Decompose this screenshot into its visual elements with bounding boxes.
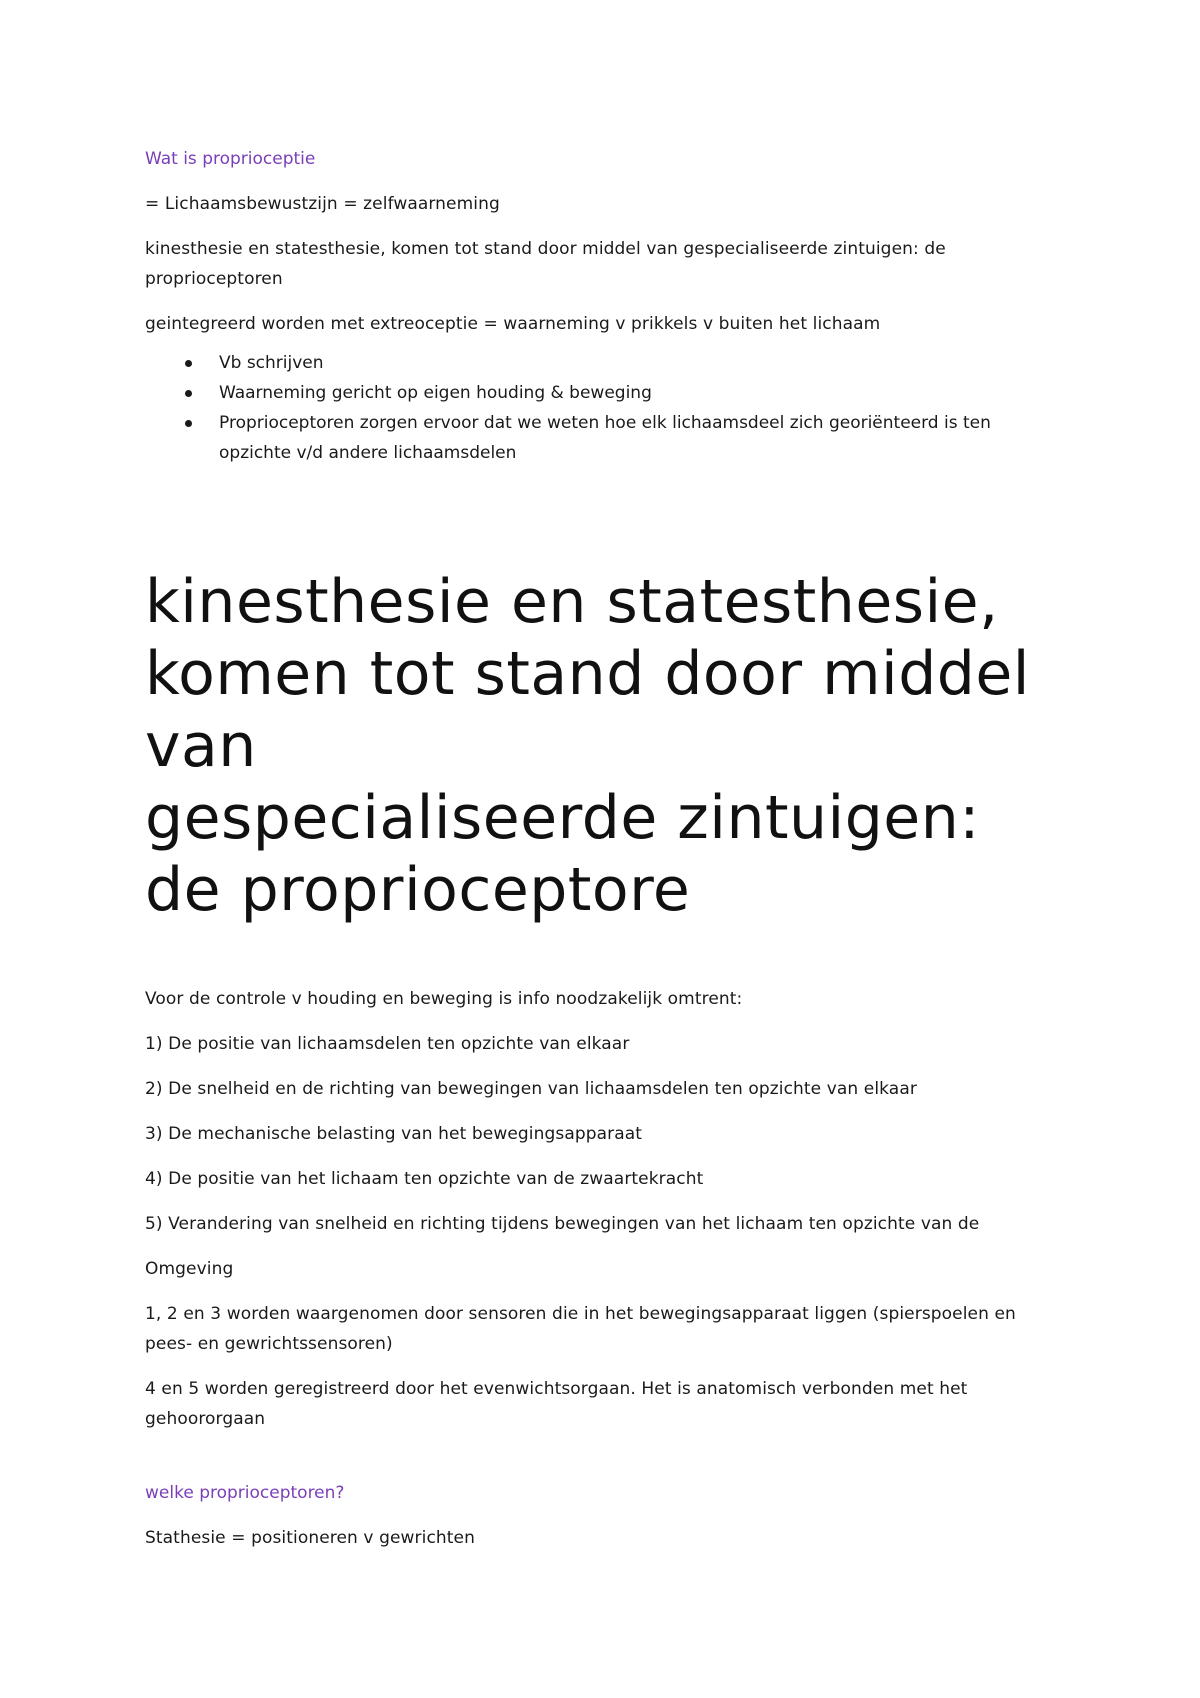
list-item [145, 408, 1065, 468]
numbered-item-5: 5) Verandering van snelheid en richting tijdens bewegingen van het lichaam ten opzichte van de [145, 1214, 980, 1234]
list-item-text: Proprioceptoren zorgen ervoor dat we weten hoe elk lichaamsdeel zich georiënteerd is ten [219, 413, 991, 433]
numbered-item-4: 4) De positie van het lichaam ten opzichte van de zwaartekracht [145, 1169, 704, 1189]
list-item [145, 348, 1065, 378]
paragraph-geintegreerd: geintegreerd worden met extreoceptie = waarneming v prikkels v buiten het lichaam [145, 314, 881, 334]
note-sensoren-line-1: 1, 2 en 3 worden waargenomen door sensoren die in het bewegingsapparaat liggen (spierspoelen en [145, 1304, 1016, 1324]
list-item-text: Vb schrijven [219, 353, 324, 373]
heading-welke-proprioceptoren: welke proprioceptoren? [145, 1483, 345, 1503]
large-heading-line: komen tot stand door middel [145, 639, 1030, 709]
large-heading [145, 566, 1065, 926]
large-heading-line: de proprioceptore [145, 855, 691, 925]
note-sensoren-line-2: pees- en gewrichtssensoren) [145, 1334, 393, 1354]
heading-wat-is-proprioceptie: Wat is proprioceptie [145, 149, 316, 169]
definition-text: = Lichaamsbewustzijn = zelfwaarneming [145, 194, 500, 214]
large-heading-line: van [145, 711, 257, 781]
list-item-text-continued: opzichte v/d andere lichaamsdelen [219, 443, 517, 463]
large-heading-line: kinesthesie en statesthesie, [145, 567, 999, 637]
numbered-item-1: 1) De positie van lichaamsdelen ten opzichte van elkaar [145, 1034, 630, 1054]
note-evenwichtsorgaan-line-2: gehoororgaan [145, 1409, 266, 1429]
paragraph-kinesthesie [145, 234, 1065, 294]
list-item [145, 378, 1065, 408]
numbered-item-3: 3) De mechanische belasting van het bewegingsapparaat [145, 1124, 643, 1144]
paragraph-kinesthesie-line-1: kinesthesie en statesthesie, komen tot stand door middel van gespecialiseerde zintuigen: de [145, 239, 946, 259]
note-evenwichtsorgaan-line-1: 4 en 5 worden geregistreerd door het evenwichtsorgaan. Het is anatomisch verbonden met het [145, 1379, 968, 1399]
bullet-list [145, 348, 1065, 468]
large-heading-line: gespecialiseerde zintuigen: [145, 783, 980, 853]
paragraph-kinesthesie-line-2: proprioceptoren [145, 269, 283, 289]
bullet-icon [185, 420, 192, 427]
note-evenwichtsorgaan [145, 1374, 1065, 1434]
document-body [145, 144, 1065, 1568]
bullet-icon [185, 390, 192, 397]
numbered-item-2: 2) De snelheid en de richting van bewegingen van lichaamsdelen ten opzichte van elkaar [145, 1079, 917, 1099]
bullet-icon [185, 360, 192, 367]
list-item-text: Waarneming gericht op eigen houding & beweging [219, 383, 652, 403]
note-sensoren [145, 1299, 1065, 1359]
stathesie-text: Stathesie = positioneren v gewrichten [145, 1528, 475, 1548]
numbered-item-5-continued: Omgeving [145, 1259, 234, 1279]
intro-text: Voor de controle v houding en beweging is info noodzakelijk omtrent: [145, 989, 743, 1009]
